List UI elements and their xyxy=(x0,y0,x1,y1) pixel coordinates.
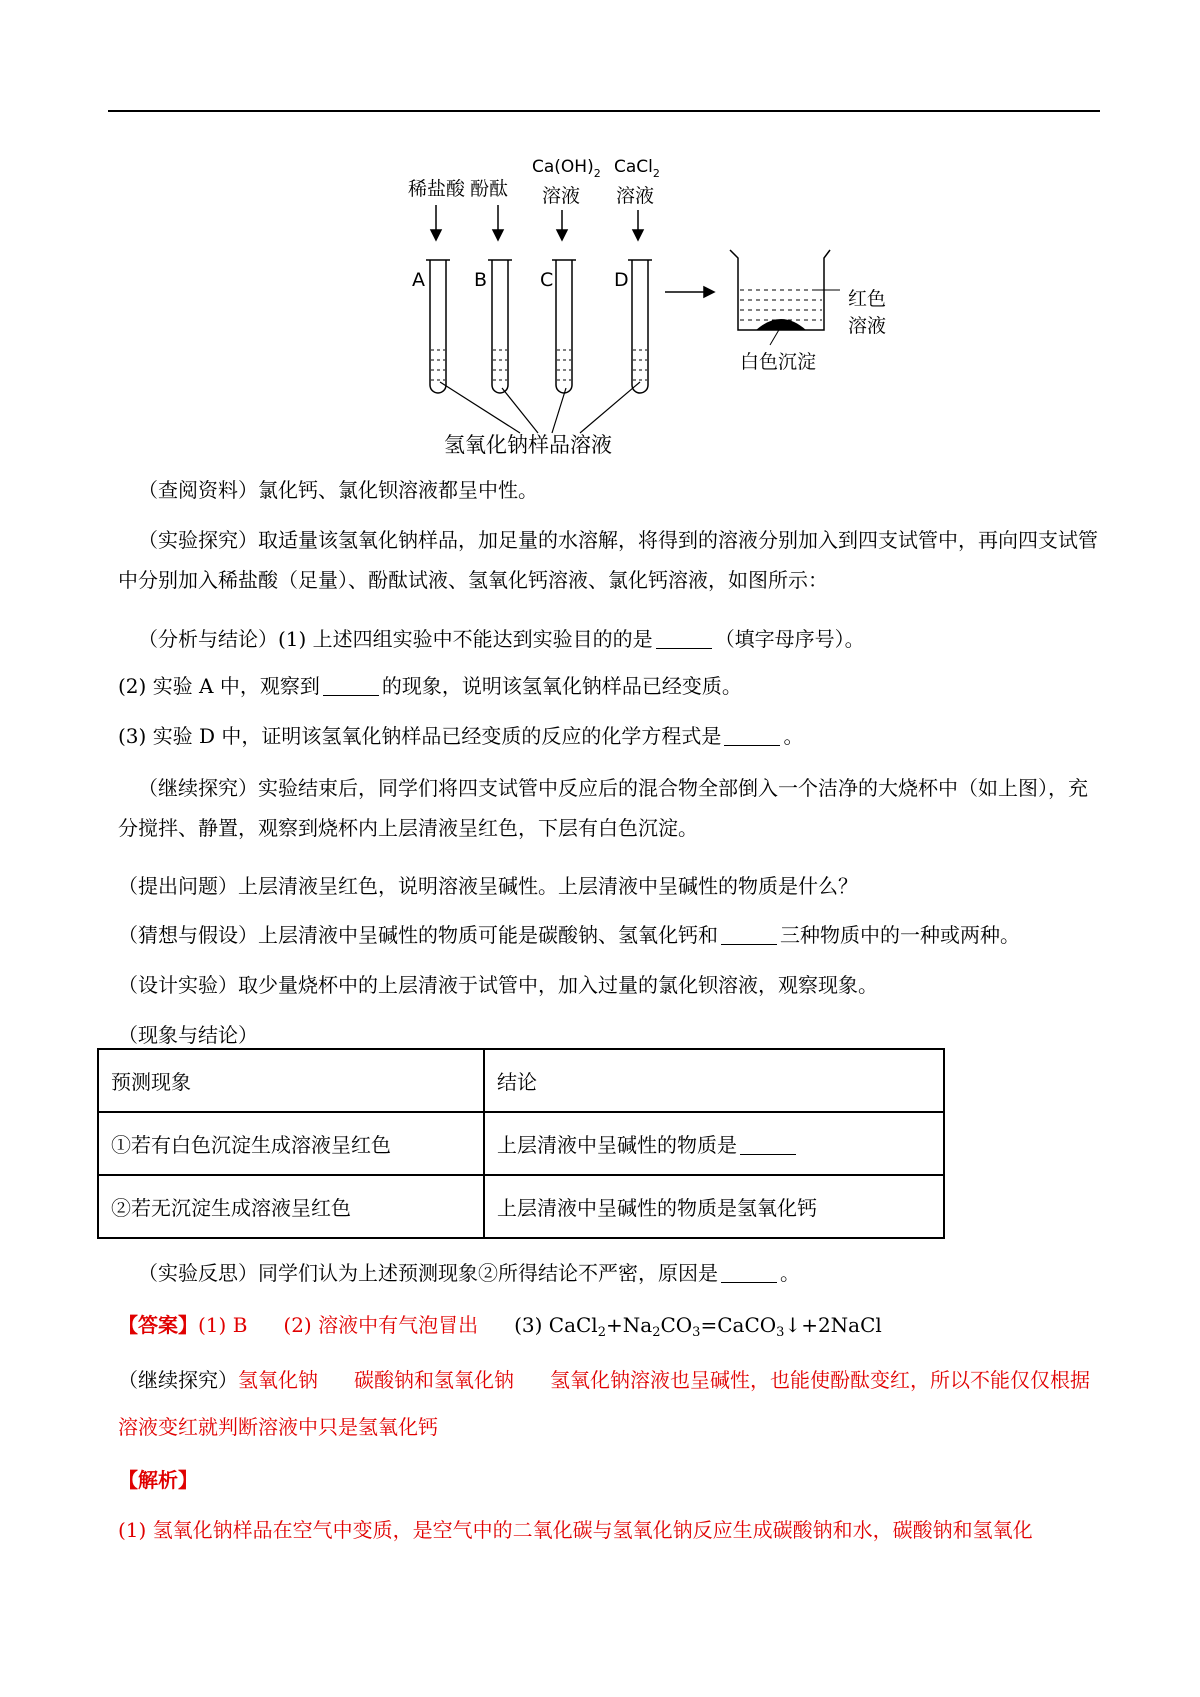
right-arrow xyxy=(665,287,714,297)
analysis-tag: 【解析】 xyxy=(118,1468,198,1492)
table-cell: 上层清液中呈碱性的物质是 xyxy=(484,1112,944,1175)
para-phenomenon: （现象与结论） xyxy=(118,1023,258,1047)
answer-blank xyxy=(656,628,712,649)
table-header-cell: 预测现象 xyxy=(98,1049,484,1112)
answer-continue xyxy=(118,1357,1103,1451)
sample-label: 氢氧化钠样品溶液 xyxy=(444,433,612,457)
answer-c3: 氢氧化钠溶液也呈碱性，也能使酚酞变红，所以不能仅仅根据溶液变红就判断溶液中只是氢氧化钙 xyxy=(118,1368,1090,1439)
answer-3-prefix: (3) xyxy=(514,1313,543,1337)
answer-line xyxy=(118,1305,1103,1345)
table-row xyxy=(98,1112,944,1175)
tube-label-a: A xyxy=(412,269,425,291)
reagent-c-label-line1: $Ca(OH)_2$ xyxy=(532,157,601,180)
chemical-equation: $CaCl_2+Na_2CO_3=CaCO_3↓+2NaCl$ xyxy=(548,1313,882,1340)
reagent-c-label-line2: 溶液 xyxy=(542,185,581,207)
answer-blank xyxy=(323,675,379,696)
table-cell: ①若有白色沉淀生成溶液呈红色 xyxy=(98,1112,484,1175)
beaker-liquid xyxy=(740,290,822,320)
question-3: (3) 实验 D 中，证明该氢氧化钠样品已经变质的反应的化学方程式是 。 xyxy=(118,724,804,748)
para-question: （提出问题）上层清液呈红色，说明溶液呈碱性。上层清液中呈碱性的物质是什么？ xyxy=(118,874,858,898)
para-reflection: （实验反思）同学们认为上述预测现象②所得结论不严密，原因是 。 xyxy=(138,1261,800,1285)
result-table xyxy=(97,1048,945,1239)
answer-blank xyxy=(721,924,777,945)
para-design: （设计实验）取少量烧杯中的上层清液于试管中，加入过量的氯化钡溶液，观察现象。 xyxy=(118,973,878,997)
para-hypothesis: （猜想与假设）上层清液中呈碱性的物质可能是碳酸钠、氢氧化钙和 三种物质中的一种或两种。 xyxy=(118,923,1020,947)
table-header-row xyxy=(98,1049,944,1112)
sample-pointer-lines xyxy=(440,382,640,433)
table-row xyxy=(98,1175,944,1238)
answer-blank xyxy=(721,1262,777,1283)
reagent-d-label-line2: 溶液 xyxy=(616,185,655,207)
reagent-b-label: 酚酞 xyxy=(470,178,509,200)
tube-label-d: D xyxy=(614,269,629,291)
precipitate-label: 白色沉淀 xyxy=(740,351,817,373)
beaker-label-bottom: 溶液 xyxy=(848,315,887,337)
answer-blank xyxy=(740,1134,796,1155)
down-arrows xyxy=(431,205,643,240)
question-1: （分析与结论）(1) 上述四组实验中不能达到实验目的的是 （填字母序号）。 xyxy=(138,627,865,651)
precipitate-shape xyxy=(756,319,806,330)
tube-label-c: C xyxy=(540,269,554,291)
para-reference: （查阅资料）氯化钙、氯化钡溶液都呈中性。 xyxy=(138,478,538,502)
answer-2: (2) 溶液中有气泡冒出 xyxy=(283,1313,479,1337)
header-rule xyxy=(108,110,1100,112)
table-cell: 上层清液中呈碱性的物质是氢氧化钙 xyxy=(484,1175,944,1238)
beaker-label-top: 红色 xyxy=(848,288,887,310)
answer-1: (1) B xyxy=(198,1313,248,1337)
answer-tag: 【答案】 xyxy=(118,1313,198,1337)
para-continue: （继续探究）实验结束后，同学们将四支试管中反应后的混合物全部倒入一个洁净的大烧杯中（如上图），充分搅拌、静置，观察到烧杯内上层清液呈红色，下层有白色沉淀。 xyxy=(118,776,1088,840)
tube-liquid xyxy=(431,350,647,380)
tube-label-b: B xyxy=(474,269,488,291)
answer-c2: 碳酸钠和氢氧化钠 xyxy=(354,1368,514,1392)
para-experiment: （实验探究）取适量该氢氧化钠样品，加足量的水溶解，将得到的溶液分别加入到四支试管中，再向四支试管中分别加入稀盐酸（足量）、酚酞试液、氢氧化钙溶液、氯化钙溶液，如图所示： xyxy=(118,528,1098,592)
answer-continue-label: （继续探究） xyxy=(118,1368,238,1392)
answer-blank xyxy=(724,725,780,746)
answer-c1: 氢氧化钠 xyxy=(238,1368,318,1392)
reagent-a-label: 稀盐酸 xyxy=(408,178,466,200)
reagent-d-label-line1: CaCl$_2$ xyxy=(614,157,660,180)
table-cell: ②若无沉淀生成溶液呈红色 xyxy=(98,1175,484,1238)
experiment-figure xyxy=(400,150,960,470)
analysis-para-1: (1) 氢氧化钠样品在空气中变质，是空气中的二氧化碳与氢氧化钠反应生成碳酸钠和水，碳酸钠和氢氧化 xyxy=(118,1518,1033,1542)
question-2: (2) 实验 A 中，观察到 的现象，说明该氢氧化钠样品已经变质。 xyxy=(118,674,742,698)
table-header-cell: 结论 xyxy=(484,1049,944,1112)
